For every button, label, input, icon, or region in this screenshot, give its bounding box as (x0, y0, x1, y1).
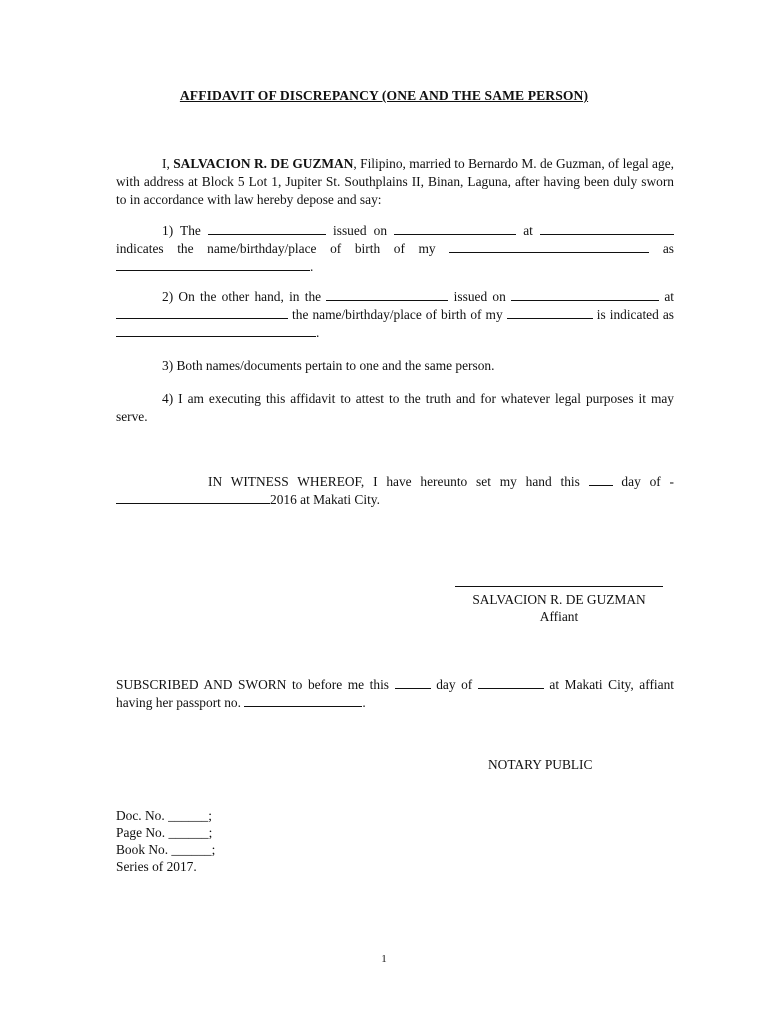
document-title: AFFIDAVIT OF DISCREPANCY (ONE AND THE SAME PERSON) (179, 88, 589, 103)
blank-issued-on-2 (511, 288, 659, 301)
signature-role: Affiant (539, 609, 579, 624)
blank-document-1 (208, 222, 326, 235)
blank-as-1 (116, 258, 310, 271)
blank-passport-no (244, 694, 362, 707)
affiant-name: SALVACION R. DE GUZMAN (173, 156, 354, 171)
item1-text-e: as (649, 241, 674, 256)
subscribed-paragraph (116, 676, 674, 712)
subscribed-text-d: . (362, 695, 366, 710)
subscribed-text-c: at Makati City, affiant having her passport no. (116, 677, 674, 710)
paragraph-1 (116, 222, 674, 276)
item2-text-a: 2) On the other hand, in the (162, 289, 327, 304)
item2-text-e: is indicated as (592, 307, 674, 322)
item2-text-c: at (659, 289, 675, 304)
intro-text: , Filipino, married to Bernardo M. de Guzman, of legal age, with address at Block 5 Lot 1, Jupiter St. Southplains II, Binan, Laguna, after having been duly sworn to in accordance with law hereby depose and say: (116, 156, 674, 207)
book-no: Book No. ______; (116, 842, 216, 857)
notarial-register-block (116, 807, 215, 875)
item1-text-a: 1) The (162, 223, 208, 238)
blank-month-witness (116, 491, 270, 504)
subscribed-text-a: SUBSCRIBED AND SWORN to before me this (116, 677, 395, 692)
witness-paragraph (116, 473, 674, 509)
blank-issued-on-1 (394, 222, 516, 235)
witness-text-c: 2016 at Makati City. (270, 492, 380, 507)
series: Series of 2017. (116, 859, 197, 874)
paragraph-3: 3) Both names/documents pertain to one and the same person. (162, 358, 495, 373)
page-number: 1 (381, 953, 387, 965)
item2-text-f: . (316, 325, 320, 340)
blank-indicated-2 (116, 324, 316, 337)
item2-text-d: the name/birthday/place of birth of my (288, 307, 507, 322)
item1-text-b: issued on (325, 223, 395, 238)
notary-public-label: NOTARY PUBLIC (488, 757, 593, 772)
signature-name: SALVACION R. DE GUZMAN (472, 592, 646, 607)
signature-line (455, 586, 663, 587)
blank-day-subscribed (395, 676, 431, 689)
intro-paragraph (116, 155, 674, 209)
item2-text-b: issued on (448, 289, 512, 304)
witness-text-a: IN WITNESS WHEREOF, I have hereunto set my hand this (208, 474, 589, 489)
paragraph-4: 4) I am executing this affidavit to attest to the truth and for whatever legal purposes it may serve. (116, 391, 674, 424)
page-no: Page No. ______; (116, 825, 213, 840)
intro-prefix: I, (162, 156, 174, 171)
blank-place-2 (116, 306, 288, 319)
blank-place-1 (540, 222, 674, 235)
blank-relation-1 (449, 240, 649, 253)
item1-text-c: at (516, 223, 540, 238)
blank-relation-2 (507, 306, 593, 319)
blank-month-subscribed (478, 676, 544, 689)
witness-text-b: day of - (612, 474, 674, 489)
item1-text-f: . (310, 259, 314, 274)
paragraph-2 (116, 288, 674, 342)
subscribed-text-b: day of (430, 677, 478, 692)
blank-document-2 (326, 288, 448, 301)
blank-day-witness (589, 473, 613, 486)
doc-no: Doc. No. ______; (116, 808, 212, 823)
item1-text-d: indicates the name/birthday/place of birth of my (116, 241, 450, 256)
